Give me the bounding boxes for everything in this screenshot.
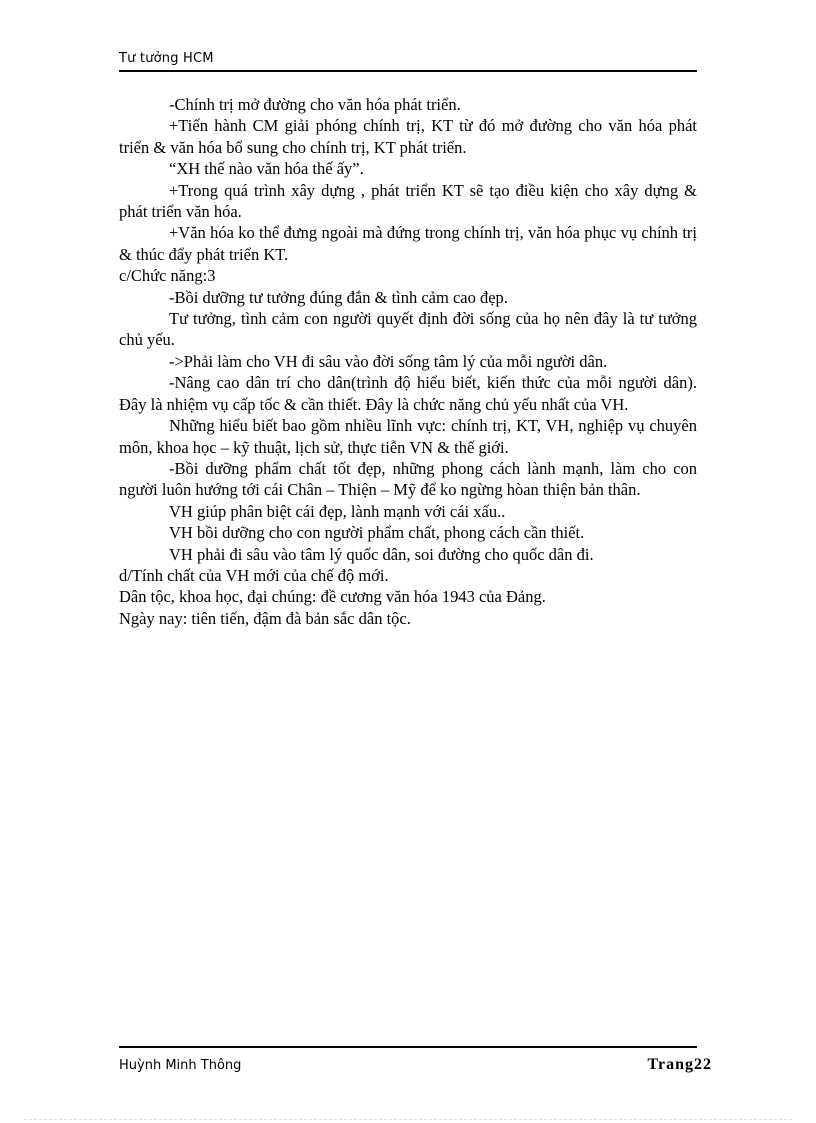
page-edge-divider bbox=[24, 1119, 792, 1120]
section-heading: d/Tính chất của VH mới của chế độ mới. bbox=[119, 565, 389, 585]
paragraph: Dân tộc, khoa học, đại chúng: đề cương văn hóa 1943 của Đảng. bbox=[119, 587, 546, 607]
paragraph: +Trong quá trình xây dựng , phát triển KT sẽ tạo điều kiện cho xây dựng & phát triển văn hóa. bbox=[119, 180, 697, 222]
footer-author: Huỳnh Minh Thông bbox=[119, 1058, 242, 1073]
paragraph: VH phải đi sâu vào tâm lý quốc dân, soi đường cho quốc dân đi. bbox=[169, 544, 594, 564]
paragraph: -Chính trị mở đường cho văn hóa phát triển. bbox=[169, 95, 461, 114]
paragraph: Tư tưởng, tình cảm con người quyết định đời sống của họ nên đây là tư tưởng chủ yếu. bbox=[119, 309, 697, 350]
header-divider bbox=[119, 70, 697, 72]
paragraph: VH bồi dưỡng cho con người phẩm chất, phong cách cần thiết. bbox=[169, 523, 585, 543]
paragraph: ->Phải làm cho VH đi sâu vào đời sống tâm lý của mỗi người dân. bbox=[169, 351, 608, 371]
paragraph: Những hiểu biết bao gồm nhiều lĩnh vực: chính trị, KT, VH, nghiệp vụ chuyên môn, khoa học – kỹ thuật, lịch sử, thực tiễn VN & thế giới. bbox=[119, 416, 697, 457]
header-title: Tư tưởng HCM bbox=[119, 51, 214, 66]
page-number: Trang22 bbox=[647, 1056, 712, 1073]
paragraph: VH giúp phân biệt cái đẹp, lành mạnh với cái xấu.. bbox=[169, 501, 506, 521]
paragraph: +Văn hóa ko thể đưng ngoài mà đứng trong chính trị, văn hóa phục vụ chính trị & thúc đẩy phát triển KT. bbox=[119, 223, 697, 264]
paragraph: -Bồi dưỡng phẩm chất tốt đẹp, những phong cách lành mạnh, làm cho con người luôn hướng tới cái Chân – Thiện – Mỹ để ko ngừng hòan thiện bản thân. bbox=[119, 458, 697, 500]
footer-divider bbox=[119, 1046, 697, 1048]
section-heading: c/Chức năng:3 bbox=[119, 266, 216, 286]
paragraph: Ngày nay: tiên tiến, đậm đà bản sắc dân tộc. bbox=[119, 608, 411, 628]
paragraph: -Bồi dưỡng tư tưởng đúng đắn & tình cảm cao đẹp. bbox=[169, 287, 508, 307]
document-body bbox=[119, 94, 697, 629]
paragraph: +Tiến hành CM giải phóng chính trị, KT từ đó mở đường cho văn hóa phát triển & văn hóa bổ sung cho chính trị, KT phát triển. bbox=[119, 116, 697, 157]
paragraph: -Nâng cao dân trí cho dân(trình độ hiểu biết, kiến thức của mỗi người dân). Đây là nhiệm vụ cấp tốc & cần thiết. Đây là chức năng chủ yếu nhất của VH. bbox=[119, 373, 697, 414]
paragraph: “XH thế nào văn hóa thế ấy”. bbox=[169, 159, 364, 179]
